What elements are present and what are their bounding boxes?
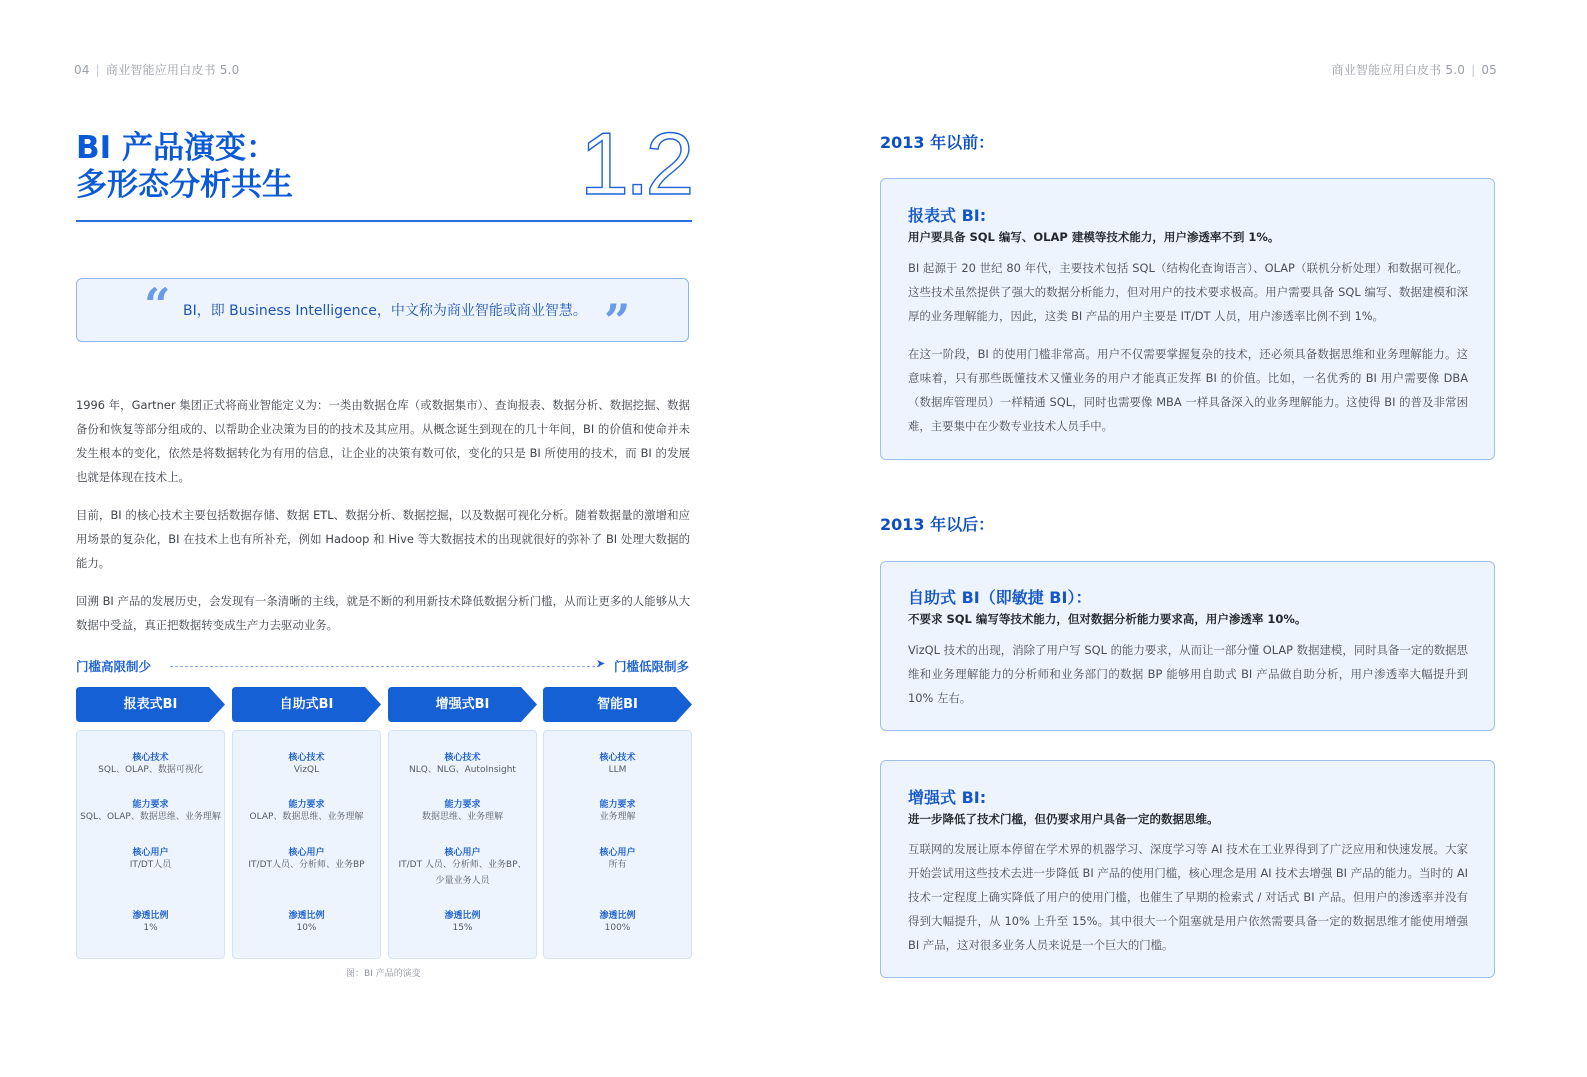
report-bi-paragraph-1: BI 起源于 20 世纪 80 年代，主要技术包括 SQL（结构化查询语言）、OLAP（联机分析处理）和数据可视化。这些技术虽然提供了强大的数据分析能力，但对用户的技术要求极高。用户需要具备 SQL 编写、数据建模和深厚的业务理解能力，因此，这类 BI 产品的用户主要是 IT/DT 人员，用户渗透率比例不到 1%。	[908, 261, 1468, 323]
core-tech-label: 核心技术	[444, 753, 481, 763]
ratio-value: 10%	[296, 923, 317, 933]
definition-quote-text: BI，即 Business Intelligence，中文称为商业智能或商业智慧。	[183, 303, 587, 319]
before-2013-heading: 2013 年以前：	[880, 133, 995, 152]
ability-value: OLAP、数据思维、业务理解	[249, 812, 364, 822]
self-service-bi-title: 自助式 BI（即敏捷 BI）：	[908, 588, 1092, 607]
header-divider: |	[1471, 63, 1476, 77]
close-quote-icon: ”	[604, 294, 631, 348]
core-tech-label: 核心技术	[599, 753, 636, 763]
core-tech-label: 核心技术	[288, 753, 325, 763]
augmented-bi-paragraph: 互联网的发展让原本停留在学术界的机器学习、深度学习等 AI 技术在工业界得到了广泛应用和快速发展。大家开始尝试用这些技术去进一步降低 BI 产品的使用门槛，核心理念是用 AI 技术去增强 BI 产品的能力。当时的 AI 技术一定程度上确实降低了用户的使用门槛，也催生了早期的检索式 / 对话式 BI 产品。但用户的渗透率并没有得到大幅提升，从 10% 上升至 15%。其中很大一个阻塞就是用户依然需要具备一定的数据思维才能使用增强 BI 产品，这对很多业务人员来说是一个巨大的门槛。	[908, 842, 1468, 952]
threshold-low-label: 门槛低限制多	[614, 659, 690, 674]
core-user-label: 核心用户	[599, 848, 636, 858]
stage-card-intelligent-bi	[543, 730, 692, 959]
self-service-bi-paragraph: VizQL 技术的出现，消除了用户写 SQL 的能力要求，从而让一部分懂 OLAP 数据建模，同时具备一定的数据思维和业务理解能力的分析师和业务部门的数据 BP 能够用自助式 BI 产品做自助分析，用户渗透率大幅提升到 10% 左右。	[908, 643, 1468, 705]
ratio-label: 渗透比例	[599, 911, 636, 921]
ratio-label: 渗透比例	[132, 911, 169, 921]
left-header-title: 商业智能应用白皮书 5.0	[105, 63, 240, 77]
stage-name: 自助式BI	[279, 697, 334, 712]
right-page-number: 05	[1481, 63, 1497, 77]
core-tech-value: SQL、OLAP、数据可视化	[98, 765, 203, 775]
stage-intelligent-bi	[543, 687, 692, 722]
ratio-value: 15%	[452, 923, 473, 933]
body-paragraph-3: 回溯 BI 产品的发展历史，会发现有一条清晰的主线，就是不断的利用新技术降低数据分析门槛，从而让更多的人能够从大数据中受益，真正把数据转变成生产力去驱动业务。	[76, 594, 690, 632]
right-page-header	[1332, 61, 1497, 78]
stage-card-report-bi	[76, 730, 225, 959]
stage-augmented-bi	[388, 687, 537, 722]
section-title-line1: BI 产品演变：	[76, 130, 277, 166]
ability-label: 能力要求	[599, 800, 636, 810]
ability-value: 数据思维、业务理解	[421, 812, 503, 822]
ratio-value: 1%	[143, 923, 158, 933]
ability-label: 能力要求	[288, 800, 325, 810]
core-tech-label: 核心技术	[132, 753, 169, 763]
report-bi-paragraph-2: 在这一阶段，BI 的使用门槛非常高。用户不仅需要掌握复杂的技术，还必须具备数据思维和业务理解能力。这意味着，只有那些既懂技术又懂业务的用户才能真正发挥 BI 的价值。比如，一名优秀的 BI 用户需要像 DBA（数据库管理员）一样精通 SQL，同时也需要像 MBA 一样具备深入的业务理解能力。这使得 BI 的普及非常困难，主要集中在少数专业技术人员手中。	[908, 347, 1468, 433]
core-user-label: 核心用户	[444, 848, 481, 858]
threshold-dashed-line	[170, 666, 600, 667]
section-number: 1.2	[580, 114, 691, 213]
ability-label: 能力要求	[444, 800, 481, 810]
ratio-label: 渗透比例	[288, 911, 325, 921]
header-divider: |	[95, 63, 100, 77]
core-tech-value: NLQ、NLG、AutoInsight	[409, 765, 516, 775]
figure-caption: 图：BI 产品的演变	[346, 969, 421, 979]
open-quote-icon: “	[144, 278, 171, 332]
augmented-bi-title: 增强式 BI:	[908, 788, 987, 807]
stage-card-self-service-bi	[232, 730, 381, 959]
report-bi-subtitle: 用户要具备 SQL 编写、OLAP 建模等技术能力，用户渗透率不到 1%。	[908, 230, 1280, 244]
core-tech-value: LLM	[608, 765, 627, 775]
stage-report-bi	[76, 687, 225, 722]
body-paragraph-1: 1996 年，Gartner 集团正式将商业智能定义为：一类由数据仓库（或数据集市）、查询报表、数据分析、数据挖掘、数据备份和恢复等部分组成的、以帮助企业决策为目的的技术及其应用。从概念诞生到现在的几十年间，BI 的价值和使命并未发生根本的变化，依然是将数据转化为有用的信息，让企业的决策有数可依，变化的只是 BI 所使用的技术，而 BI 的发展也就是体现在技术上。	[76, 398, 690, 484]
self-service-bi-subtitle: 不要求 SQL 编写等技术能力，但对数据分析能力要求高，用户渗透率 10%。	[908, 612, 1307, 626]
threshold-high-label: 门槛高限制少	[76, 659, 152, 674]
stage-name: 智能BI	[597, 697, 638, 712]
left-page-number: 04	[74, 63, 90, 77]
report-bi-title: 报表式 BI:	[908, 206, 987, 225]
stage-card-augmented-bi	[388, 730, 537, 959]
core-user-value: IT/DT 人员、分析师、业务BP、	[398, 860, 527, 870]
augmented-bi-subtitle: 进一步降低了技术门槛，但仍要求用户具备一定的数据思维。	[908, 812, 1219, 826]
core-user-value: 所有	[608, 860, 627, 870]
stage-name: 报表式BI	[123, 697, 178, 712]
ratio-label: 渗透比例	[444, 911, 481, 921]
section-title	[76, 130, 293, 204]
section-title-line2: 多形态分析共生	[76, 167, 293, 203]
ability-value: SQL、OLAP、数据思维、业务理解	[80, 812, 221, 822]
ability-label: 能力要求	[132, 800, 169, 810]
core-user-label: 核心用户	[288, 848, 325, 858]
left-page-header	[74, 61, 239, 78]
core-user-value: IT/DT人员、分析师、业务BP	[248, 860, 365, 870]
core-user-value: IT/DT人员	[129, 860, 172, 870]
after-2013-heading: 2013 年以后：	[880, 515, 995, 534]
ability-value: 业务理解	[599, 812, 636, 822]
body-paragraph-2: 目前，BI 的核心技术主要包括数据存储、数据 ETL、数据分析、数据挖掘，以及数据可视化分析。随着数据量的激增和应用场景的复杂化，BI 在技术上也有所补充，例如 Hadoop 和 Hive 等大数据技术的出现就很好的弥补了 BI 处理大数据的能力。	[76, 508, 690, 570]
right-header-title: 商业智能应用白皮书 5.0	[1331, 63, 1466, 77]
stage-name: 增强式BI	[435, 697, 490, 712]
ratio-value: 100%	[604, 923, 631, 933]
core-user-label: 核心用户	[132, 848, 169, 858]
core-user-value-cont: 少量业务人员	[435, 876, 490, 886]
title-underline	[76, 220, 692, 222]
core-tech-value: VizQL	[293, 765, 320, 775]
arrow-right-icon: ➤	[596, 657, 606, 670]
stage-self-service-bi	[232, 687, 381, 722]
